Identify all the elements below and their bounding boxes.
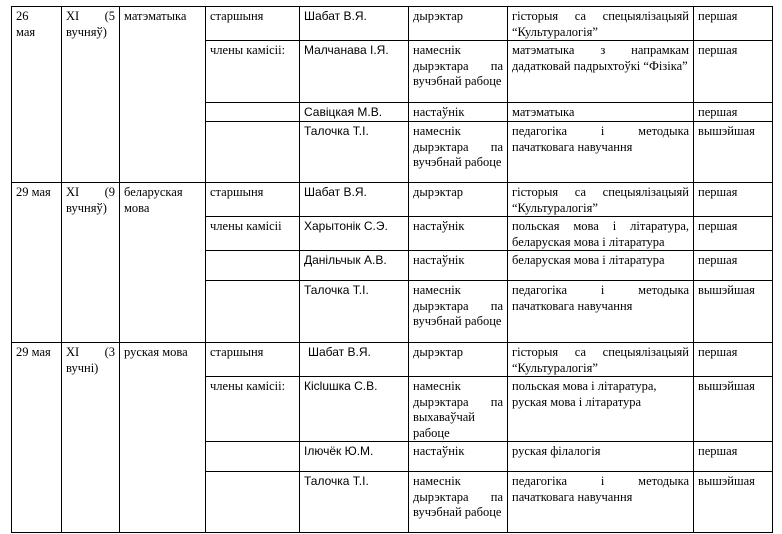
specialty-cell: матэматыка <box>508 103 694 122</box>
specialty-cell: польская мова і літаратура, беларуская мова і літаратура <box>508 217 694 251</box>
position-cell: намеснік дырэктара па вучэбнай рабоце <box>409 281 508 343</box>
name-cell: Талочка Т.І. <box>300 472 409 533</box>
name-cell: Данільчык А.В. <box>300 251 409 281</box>
position-cell: дырэктар <box>409 183 508 217</box>
name-cell: Савіцкая М.В. <box>300 103 409 122</box>
name-cell: Талочка Т.І. <box>300 122 409 183</box>
name-cell: Шабат В.Я. <box>300 343 409 377</box>
category-cell: вышэйшая <box>694 472 773 533</box>
date-cell: 29 мая <box>12 343 62 533</box>
position-cell: намеснік дырэктара па выхаваўчай рабоце <box>409 377 508 442</box>
table-row <box>12 183 773 217</box>
subject-cell: руская мова <box>120 343 206 533</box>
category-cell: вышэйшая <box>694 281 773 343</box>
category-cell: першая <box>694 251 773 281</box>
subject-cell: матэматыка <box>120 7 206 183</box>
name-cell: Харытонік С.Э. <box>300 217 409 251</box>
category-cell: першая <box>694 41 773 103</box>
category-cell: першая <box>694 103 773 122</box>
name-cell: Кісluшка С.В. <box>300 377 409 442</box>
specialty-cell: руская філалогія <box>508 442 694 472</box>
specialty-cell: польская мова і літаратура, руская мова і літаратура <box>508 377 694 442</box>
specialty-cell: гісторыя са спецыялізацыяй “Культуралогія” <box>508 7 694 41</box>
class-cell: XI (3 вучні) <box>62 343 120 533</box>
specialty-cell: педагогіка і методыка пачатковага навучання <box>508 281 694 343</box>
category-cell: першая <box>694 442 773 472</box>
name-cell: Ілючёк Ю.М. <box>300 442 409 472</box>
name-cell: Шабат В.Я. <box>300 183 409 217</box>
name-cell: Шабат В.Я. <box>300 7 409 41</box>
specialty-cell: матэматыка з напрамкам дадатковай падрыхтоўкі “Фізіка” <box>508 41 694 103</box>
position-cell: дырэктар <box>409 7 508 41</box>
position-cell: настаўнік <box>409 103 508 122</box>
position-cell: настаўнік <box>409 442 508 472</box>
date-cell: 26 мая <box>12 7 62 183</box>
role-cell <box>206 251 300 281</box>
category-cell: першая <box>694 343 773 377</box>
category-cell: першая <box>694 7 773 41</box>
category-cell: першая <box>694 217 773 251</box>
name-cell: Талочка Т.І. <box>300 281 409 343</box>
specialty-cell: гісторыя са спецыялізацыяй “Культуралогія” <box>508 183 694 217</box>
role-cell: члены камісіі: <box>206 377 300 442</box>
table-row <box>12 343 773 377</box>
role-cell: члены камісіі: <box>206 41 300 103</box>
category-cell: вышэйшая <box>694 377 773 442</box>
role-cell <box>206 122 300 183</box>
role-cell: старшыня <box>206 343 300 377</box>
subject-cell: беларуская мова <box>120 183 206 343</box>
position-cell: настаўнік <box>409 251 508 281</box>
class-cell: XI (5 вучняў) <box>62 7 120 183</box>
specialty-cell: гісторыя са спецыялізацыяй “Культуралогія” <box>508 343 694 377</box>
role-cell <box>206 472 300 533</box>
category-cell: вышэйшая <box>694 122 773 183</box>
class-cell: XI (9 вучняў) <box>62 183 120 343</box>
role-cell: старшыня <box>206 7 300 41</box>
position-cell: настаўнік <box>409 217 508 251</box>
role-cell <box>206 103 300 122</box>
specialty-cell: педагогіка і методыка пачатковага навучання <box>508 122 694 183</box>
category-cell: першая <box>694 183 773 217</box>
commission-table <box>11 6 773 533</box>
position-cell: намеснік дырэктара па вучэбнай рабоце <box>409 122 508 183</box>
role-cell <box>206 442 300 472</box>
table-row <box>12 7 773 41</box>
date-cell: 29 мая <box>12 183 62 343</box>
role-cell: старшыня <box>206 183 300 217</box>
role-cell <box>206 281 300 343</box>
name-cell: Малчанава І.Я. <box>300 41 409 103</box>
specialty-cell: педагогіка і методыка пачатковага навучання <box>508 472 694 533</box>
position-cell: дырэктар <box>409 343 508 377</box>
position-cell: намеснік дырэктара па вучэбнай рабоце <box>409 472 508 533</box>
role-cell: члены камісіі <box>206 217 300 251</box>
position-cell: намеснік дырэктара па вучэбнай рабоце <box>409 41 508 103</box>
specialty-cell: беларуская мова і літаратура <box>508 251 694 281</box>
